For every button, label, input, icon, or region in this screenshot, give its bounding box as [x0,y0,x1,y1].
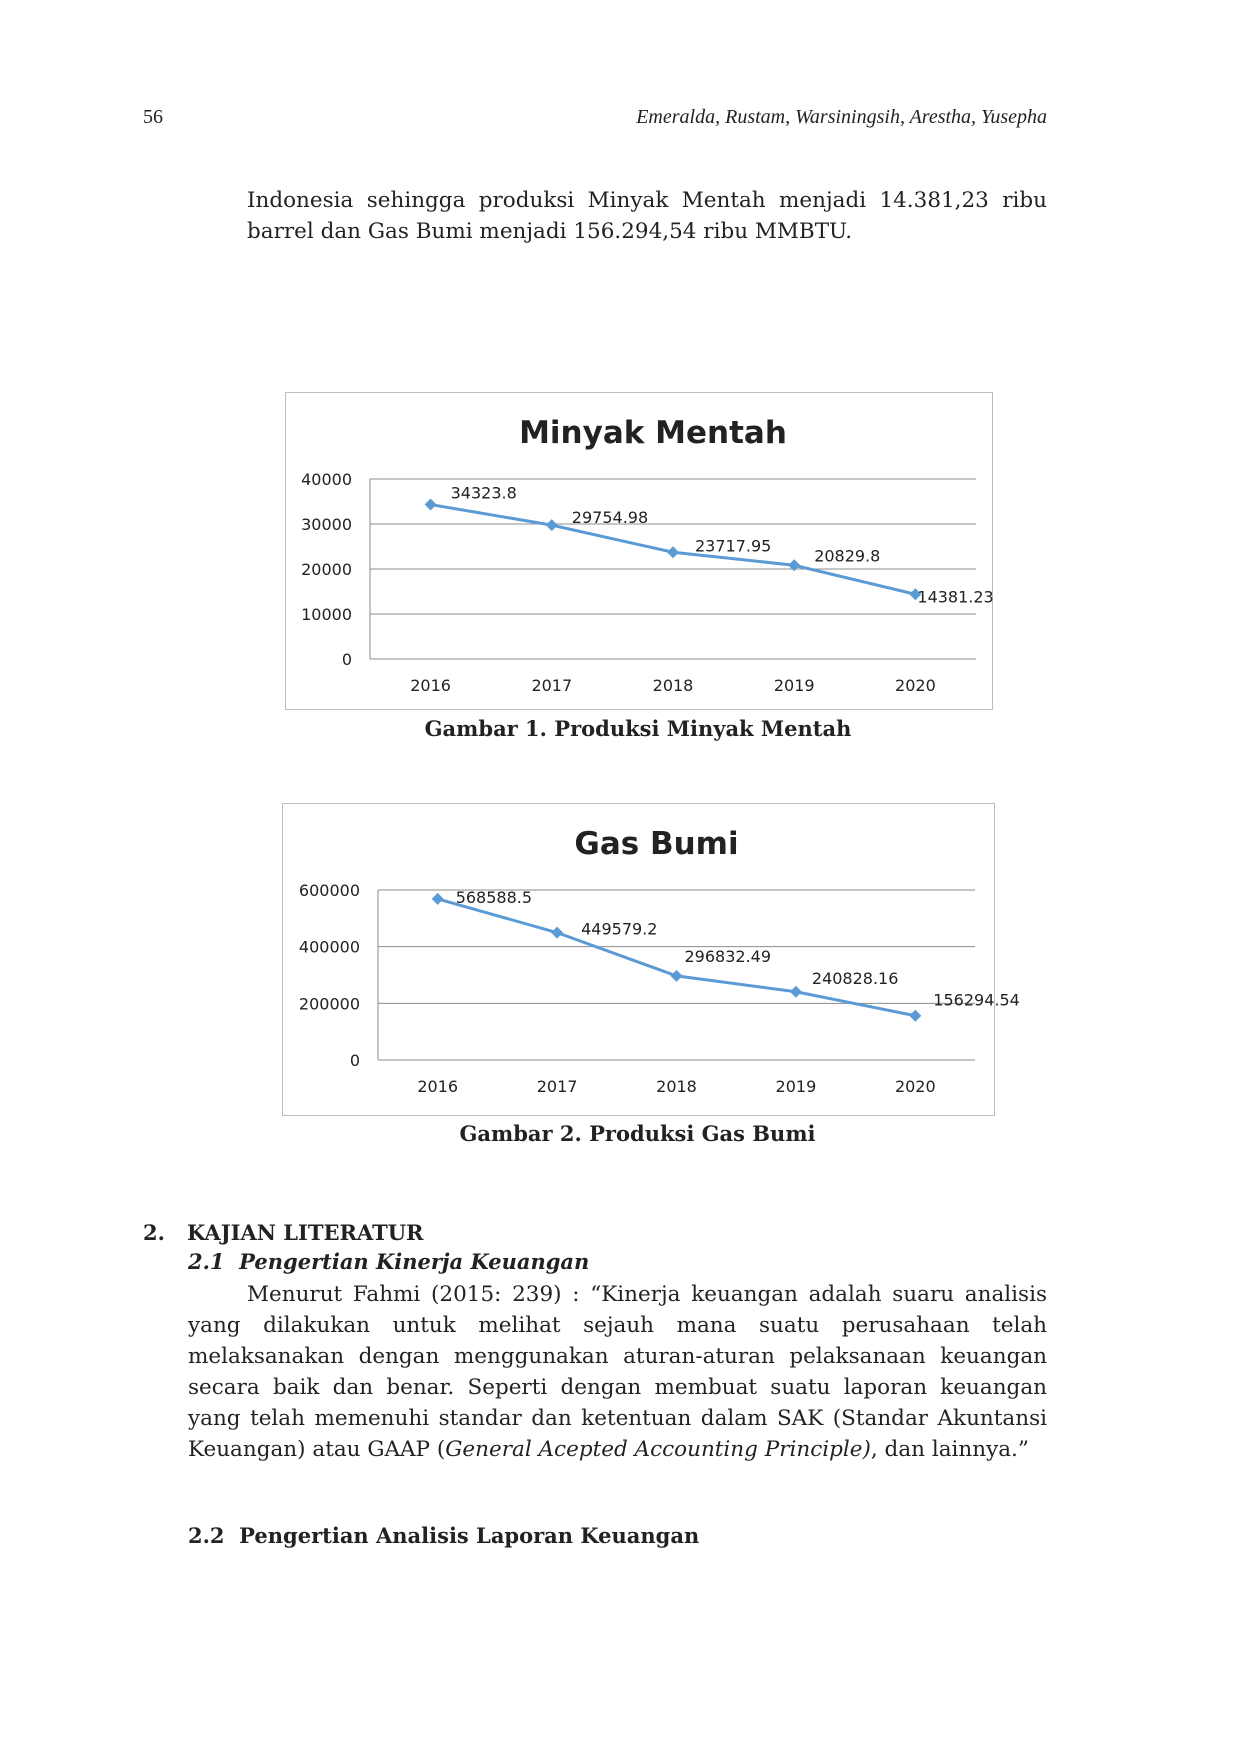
x-tick-label: 2019 [773,676,815,695]
x-tick-label: 2019 [775,1077,817,1096]
y-tick-label: 600000 [298,881,360,900]
data-label: 156294.54 [933,990,1020,1010]
data-label: 14381.23 [917,587,994,607]
figure-2-caption: Gambar 2. Produksi Gas Bumi [459,1121,816,1146]
y-tick-label: 200000 [298,994,360,1014]
section-number: 2. [143,1220,165,1245]
data-point [546,519,558,531]
series-line [438,899,916,1016]
chart-minyak-mentah [285,392,993,710]
y-tick-label: 40000 [301,470,352,489]
x-tick-label: 2017 [536,1077,578,1096]
section-heading [143,1220,423,1245]
y-tick-label: 10000 [301,605,352,624]
subsection-title: Pengertian Kinerja Keuangan [239,1249,590,1274]
paragraph-italic-term: General Acepted Accounting Principle) [445,1437,871,1462]
paragraph-text-end: , dan lainnya.” [870,1437,1029,1462]
chart-title: Gas Bumi [574,826,739,862]
chart-gas-bumi-svg [283,804,1020,1115]
x-tick-label: 2016 [410,676,451,695]
x-tick-label: 2020 [895,676,936,695]
subsection-title: Pengertian Analisis Laporan Keuangan [239,1523,700,1548]
chart-gas-bumi [282,803,1020,1116]
section-title: KAJIAN LITERATUR [187,1220,424,1245]
y-tick-label: 400000 [298,937,360,957]
data-point [425,499,437,511]
x-tick-label: 2017 [531,676,573,695]
data-label: 29754.98 [571,508,649,528]
data-label: 449579.2 [581,919,658,939]
data-point [551,927,563,939]
x-tick-label: 2018 [652,676,694,695]
paragraph-kinerja-keuangan [188,1279,1047,1465]
subsection-number: 2.1 [188,1249,225,1274]
y-tick-label: 0 [341,650,352,669]
y-tick-label: 0 [349,1051,360,1070]
data-point [790,986,802,998]
paragraph-text: Menurut Fahmi (2015: 239) : “Kinerja keuangan adalah suaru analisis yang dilakukan untuk melihat sejauh mana suatu perusahaan telah melaksanakan dengan menggunakan aturan-aturan pelaksanaan keuangan secara baik dan benar. Seperti dengan membuat suatu laporan keuangan yang telah memenuhi standar dan ketentuan dalam SAK (Standar Akuntansi Keuangan) atau GAAP ( [188,1282,1047,1462]
subsection-number: 2.2 [188,1523,225,1548]
data-point [432,893,444,905]
data-label: 568588.5 [455,887,533,907]
figure-1-caption: Gambar 1. Produksi Minyak Mentah [424,716,852,741]
x-tick-label: 2016 [417,1077,459,1096]
subsection-2-2-heading [188,1523,699,1548]
y-tick-label: 20000 [301,560,352,579]
intro-paragraph: Indonesia sehingga produksi Minyak Mentah menjadi 14.381,23 ribu barrel dan Gas Bumi menjadi 156.294,54 ribu MMBTU. [247,188,1047,244]
data-label: 23717.95 [695,536,772,556]
chart-minyak-mentah-svg [286,393,992,709]
x-tick-label: 2018 [656,1077,697,1096]
page-number: 56 [143,106,163,128]
data-label: 296832.49 [684,946,772,966]
data-label: 20829.8 [814,546,881,566]
running-head-authors: Emeralda, Rustam, Warsiningsih, Arestha, Yusepha [636,106,1047,128]
subsection-2-1-heading [188,1249,589,1274]
x-tick-label: 2020 [894,1077,936,1096]
y-tick-label: 30000 [301,515,352,534]
chart-title: Minyak Mentah [519,415,787,451]
data-point [667,546,679,558]
data-point [909,1010,921,1022]
data-point [671,970,683,982]
data-label: 240828.16 [811,968,899,988]
running-head [143,106,1047,132]
data-label: 34323.8 [450,483,517,503]
